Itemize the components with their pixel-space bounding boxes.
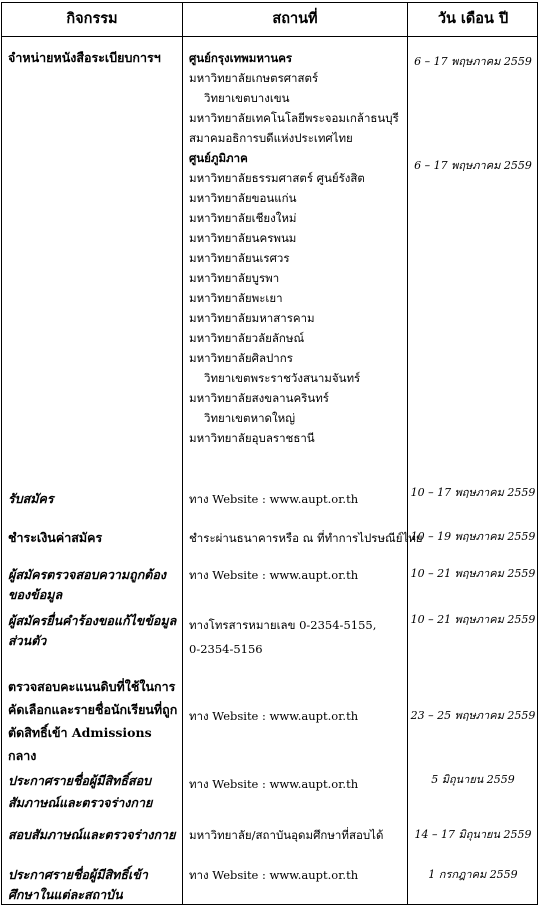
place-line: มหาวิทยาลัย/สถาบันอุดมศึกษาที่สอบได้ — [189, 828, 384, 842]
activity-cell: ประกาศรายชื่อผู้มีสิทธิ์สอบสัมภาษณ์และตรวจร่างกาย — [8, 773, 153, 810]
place-cell — [189, 774, 358, 794]
place-cell — [189, 865, 358, 885]
activity-cell: สอบสัมภาษณ์และตรวจร่างกาย — [8, 827, 176, 842]
place-line: มหาวิทยาลัยธรรมศาสตร์ ศูนย์รังสิต — [189, 171, 365, 185]
place-line: ทาง Website : www.aupt.or.th — [189, 777, 359, 791]
activity-cell: ประกาศรายชื่อผู้มีสิทธิ์เข้าศึกษาในแต่ละสถาบัน — [8, 867, 148, 902]
place-line: มหาวิทยาลัยขอนแก่น — [189, 191, 297, 205]
place-line: มหาวิทยาลัยวลัยลักษณ์ — [189, 331, 305, 345]
date-cell: 5 มิถุนายน 2559 — [431, 773, 515, 786]
place-line: ทาง Website : www.aupt.or.th — [189, 868, 359, 882]
header-divider — [2, 36, 537, 37]
column-divider — [182, 3, 183, 904]
place-line: มหาวิทยาลัยเชียงใหม่ — [189, 211, 297, 225]
place-cell — [189, 528, 423, 548]
date-cell: 1 กรกฎาคม 2559 — [428, 868, 518, 881]
date-cell: 10 – 19 พฤษภาคม 2559 — [410, 530, 536, 543]
activity-cell: รับสมัคร — [8, 491, 54, 506]
activity-cell: ผู้สมัครตรวจสอบความถูกต้องของข้อมูล — [8, 567, 167, 602]
place-line: ศูนย์กรุงเทพมหานคร — [189, 51, 293, 65]
place-line: มหาวิทยาลัยเทคโนโลยีพระจอมเกล้าธนบุรี — [189, 111, 399, 125]
place-line: 0-2354-5156 — [189, 642, 263, 656]
place-line: สมาคมอธิการบดีแห่งประเทศไทย — [189, 131, 353, 145]
place-line: ทาง Website : www.aupt.or.th — [189, 568, 359, 582]
activity-cell: ชำระเงินค่าสมัคร — [8, 530, 103, 545]
place-line: มหาวิทยาลัยเกษตรศาสตร์ — [189, 71, 319, 85]
activity-cell: ผู้สมัครยื่นคำร้องขอแก้ไขข้อมูลส่วนตัว — [8, 613, 177, 648]
column-divider — [407, 3, 408, 904]
schedule-table — [1, 2, 538, 905]
place-line: มหาวิทยาลัยพะเยา — [189, 291, 283, 305]
place-cell — [189, 825, 383, 845]
place-cell — [189, 489, 358, 509]
activity-cell: ตรวจสอบคะแนนดิบที่ใช้ในการคัดเลือกและรายชื่อนักเรียนที่ถูกตัดสิทธิ์เข้า Admissions กลาง — [8, 679, 178, 763]
place-cell — [189, 706, 358, 726]
place-line: มหาวิทยาลัยนครพนม — [189, 231, 297, 245]
place-line: ศูนย์ภูมิภาค — [189, 151, 248, 165]
place-cell — [189, 615, 376, 659]
place-line: มหาวิทยาลัยบูรพา — [189, 271, 280, 285]
place-line: วิทยาเขตพระราชวังสนามจันทร์ — [204, 371, 361, 385]
header-place: สถานที่ — [272, 10, 318, 27]
place-cell — [189, 565, 358, 585]
place-line: ชำระผ่านธนาคารหรือ ณ ที่ทำการไปรษณีย์ไทย — [189, 531, 423, 545]
date-cell: 10 – 21 พฤษภาคม 2559 — [410, 567, 536, 580]
place-cell — [189, 48, 399, 448]
place-line: ทาง Website : www.aupt.or.th — [189, 492, 359, 506]
place-line: มหาวิทยาลัยมหาสารคาม — [189, 311, 315, 325]
date-cell: 10 – 17 พฤษภาคม 2559 — [410, 486, 536, 499]
date-cell: 10 – 21 พฤษภาคม 2559 — [410, 613, 536, 626]
date-cell: 14 – 17 มิถุนายน 2559 — [414, 828, 532, 841]
date-cell: 6 – 17 พฤษภาคม 2559 — [414, 55, 532, 68]
header-date: วัน เดือน ปี — [437, 10, 509, 27]
activity-cell: จำหน่ายหนังสือระเบียบการฯ — [8, 50, 161, 65]
place-line: มหาวิทยาลัยศิลปากร — [189, 351, 293, 365]
date-cell: 6 – 17 พฤษภาคม 2559 — [414, 159, 532, 172]
header-activity: กิจกรรม — [66, 10, 118, 27]
place-line: วิทยาเขตบางเขน — [204, 91, 290, 105]
place-line: มหาวิทยาลัยนเรศวร — [189, 251, 290, 265]
place-line: มหาวิทยาลัยสงขลานครินทร์ — [189, 391, 329, 405]
place-line: ทาง Website : www.aupt.or.th — [189, 709, 359, 723]
place-line: ทางโทรสารหมายเลข 0-2354-5155, — [189, 618, 377, 632]
place-line: วิทยาเขตหาดใหญ่ — [204, 411, 295, 425]
date-cell: 23 – 25 พฤษภาคม 2559 — [410, 709, 536, 722]
place-line: มหาวิทยาลัยอุบลราชธานี — [189, 431, 315, 445]
